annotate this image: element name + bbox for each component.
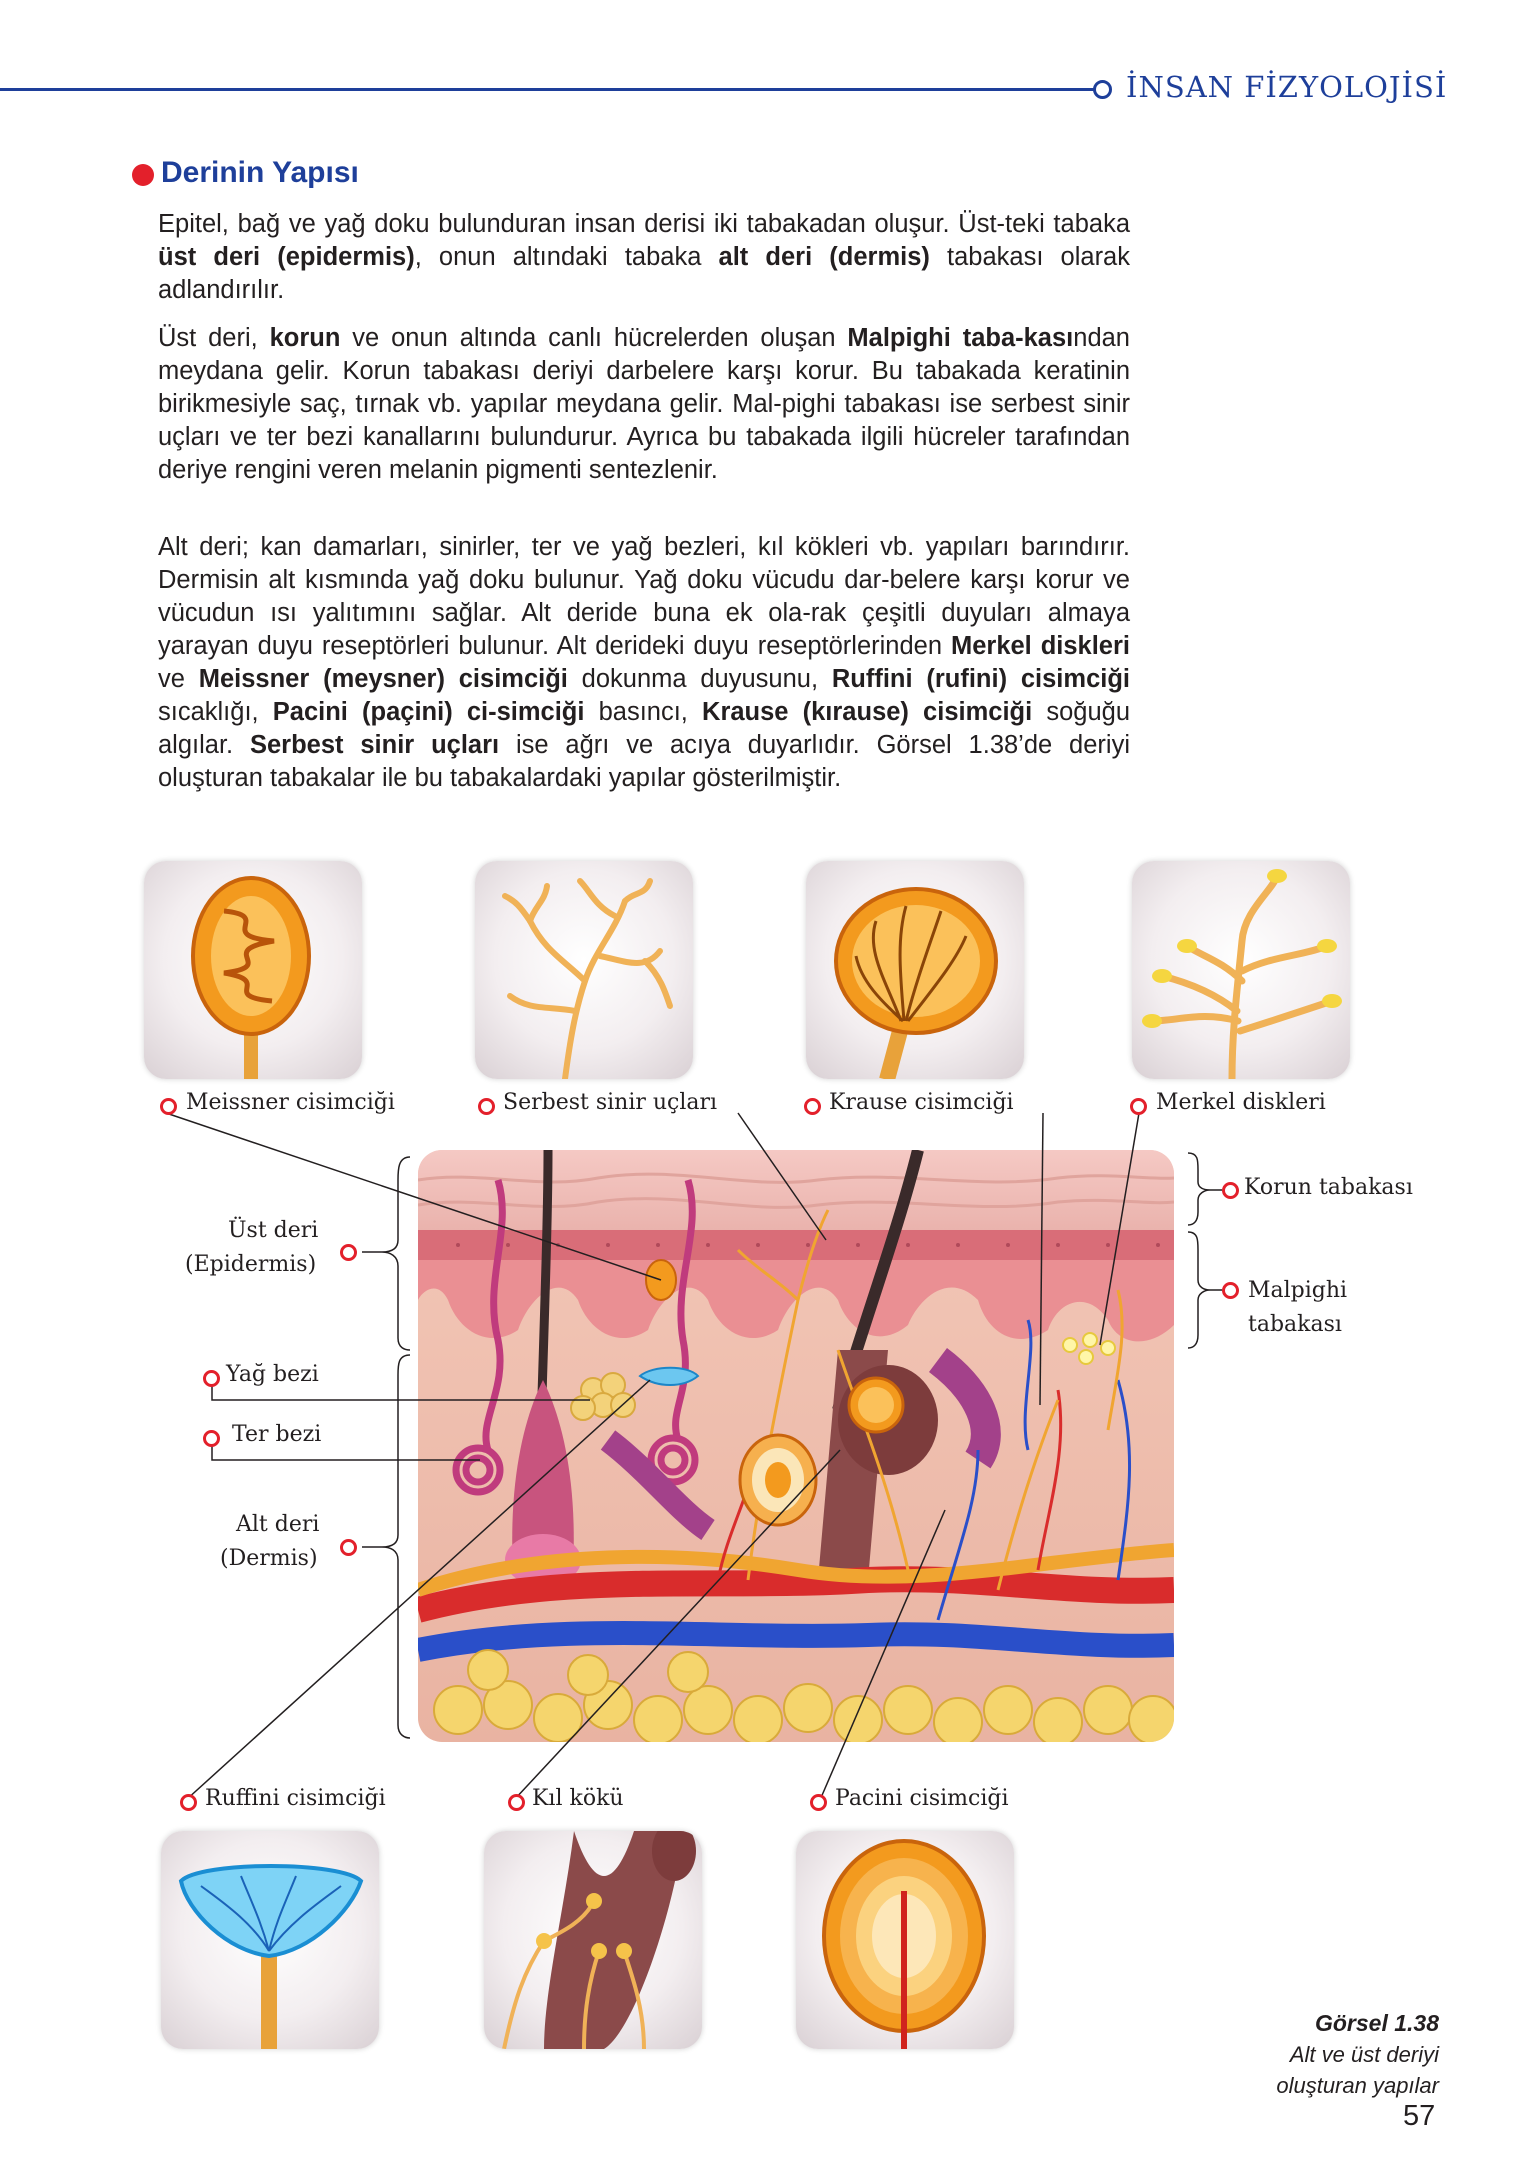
text-run: Alt deri; kan damarları, sinirler, ter ve yağ bezleri, kıl kökleri vb. yapıları barındırır. Dermisin alt kısmında yağ doku bulunur. Yağ doku vücudu dar-belere karşı korur ve vücudun ısı yalıtımını sağlar. Alt deride buna ek ola-rak çeşitli duyuları almaya yarayan duyu reseptörleri bulunur. Alt derideki duyu reseptörlerinden: [158, 533, 1130, 660]
label-epidermis-line2: (Epidermis): [185, 1252, 317, 1277]
marker-ring-icon: [1222, 1182, 1239, 1199]
text-run: ve onun altında canlı hücrelerden oluşan: [340, 324, 848, 352]
label-korun: Korun tabakası: [1244, 1175, 1413, 1200]
paragraph-1: [158, 208, 1130, 307]
bold-term: üst deri (epidermis): [158, 243, 415, 271]
section-bullet-icon: [132, 164, 154, 186]
bold-term: alt deri (dermis): [718, 243, 930, 271]
marker-ring-icon: [340, 1244, 357, 1261]
label-sweat-gland: Ter bezi: [232, 1422, 322, 1447]
marker-ring-icon: [203, 1370, 220, 1387]
header-rule: [0, 88, 1095, 91]
marker-ring-icon: [508, 1794, 525, 1811]
text-run: ndan meydana gelir. Korun tabakası deriyi darbelere karşı korur. Bu tabakada keratinin birikmesiyle saç, tırnak vb. yapılar meydana gelir. Mal-pighi tabakası ise serbest sinir uçları ve ter bezi kanallarını bulundurur. Ayrıca bu tabakada ilgili hücreler tarafından deriye rengini veren melanin pigmenti sentezlenir.: [158, 324, 1130, 484]
label-epidermis-line1: Üst deri: [228, 1218, 319, 1243]
label-hair-root: Kıl kökü: [532, 1786, 624, 1811]
bold-term: Malpighi taba-kası: [847, 324, 1074, 352]
label-merkel: Merkel diskleri: [1156, 1090, 1326, 1115]
ruffini-corpuscle-image: [161, 1831, 379, 2049]
text-run: , onun altındaki tabaka: [414, 243, 719, 271]
text-run: ve: [158, 665, 199, 693]
merkel-discs-image: [1132, 861, 1350, 1079]
marker-ring-icon: [810, 1794, 827, 1811]
text-run: tabakası olarak adlandırılır.: [158, 243, 1130, 304]
paragraph-3: [158, 531, 1130, 795]
caption-title: Görsel 1.38: [1314, 2010, 1439, 2036]
marker-ring-icon: [478, 1098, 495, 1115]
bold-term: Krause (kırause) cisimciği: [702, 698, 1033, 726]
text-run: basıncı,: [584, 698, 703, 726]
text-run: sıcaklığı,: [158, 698, 273, 726]
text-run: Epitel, bağ ve yağ doku bulunduran insan derisi iki tabakadan oluşur. Üst-teki tabaka: [158, 210, 1130, 238]
pacini-corpuscle-image: [796, 1831, 1014, 2049]
label-dermis-line2: (Dermis): [220, 1546, 318, 1571]
bold-term: Merkel diskleri: [950, 632, 1130, 660]
label-free-nerve-endings: Serbest sinir uçları: [503, 1090, 718, 1115]
caption-line-2: oluşturan yapılar: [1276, 2073, 1439, 2098]
marker-ring-icon: [1130, 1098, 1147, 1115]
hair-root-image: [484, 1831, 702, 2049]
label-krause: Krause cisimciği: [829, 1090, 1014, 1115]
marker-ring-icon: [160, 1098, 177, 1115]
label-ruffini: Ruffini cisimciği: [205, 1786, 386, 1811]
header-rule-end-circle: [1093, 80, 1112, 99]
text-run: soğuğu algılar.: [158, 698, 1130, 759]
label-dermis-line1: Alt deri: [236, 1512, 320, 1537]
marker-ring-icon: [203, 1430, 220, 1447]
bold-term: Meissner (meysner) cisimciği: [198, 665, 568, 693]
label-meissner: Meissner cisimciği: [186, 1090, 395, 1115]
section-title: Derinin Yapısı: [161, 156, 359, 189]
marker-ring-icon: [1222, 1282, 1239, 1299]
bold-term: korun: [269, 324, 341, 352]
text-run: ise ağrı ve acıya duyarlıdır. Görsel 1.38’de deriyi oluşturan tabakalar ile bu tabakalardaki yapılar gösterilmiştir.: [158, 731, 1130, 792]
marker-ring-icon: [804, 1098, 821, 1115]
figure-caption: [1276, 2008, 1439, 2101]
bold-term: Ruffini (rufini) cisimciği: [831, 665, 1130, 693]
skin-cross-section-diagram: [418, 1150, 1174, 1742]
label-malpighi-line2: tabakası: [1248, 1312, 1342, 1337]
marker-ring-icon: [340, 1539, 357, 1556]
krause-corpuscle-image: [806, 861, 1024, 1079]
bold-term: Serbest sinir uçları: [249, 731, 500, 759]
text-run: dokunma duyusunu,: [567, 665, 832, 693]
meissner-corpuscle-image: [144, 861, 362, 1079]
label-pacini: Pacini cisimciği: [835, 1786, 1009, 1811]
page-number: 57: [1403, 2100, 1436, 2132]
paragraph-2: [158, 322, 1130, 487]
marker-ring-icon: [180, 1794, 197, 1811]
bold-term: Pacini (paçini) ci-simciği: [272, 698, 585, 726]
label-malpighi-line1: Malpighi: [1248, 1278, 1348, 1303]
caption-line-1: Alt ve üst deriyi: [1289, 2042, 1439, 2067]
text-run: Üst deri,: [158, 324, 270, 352]
label-sebaceous-gland: Yağ bezi: [226, 1362, 319, 1387]
free-nerve-endings-image: [475, 861, 693, 1079]
chapter-title: İNSAN FİZYOLOJİSİ: [1126, 70, 1448, 104]
